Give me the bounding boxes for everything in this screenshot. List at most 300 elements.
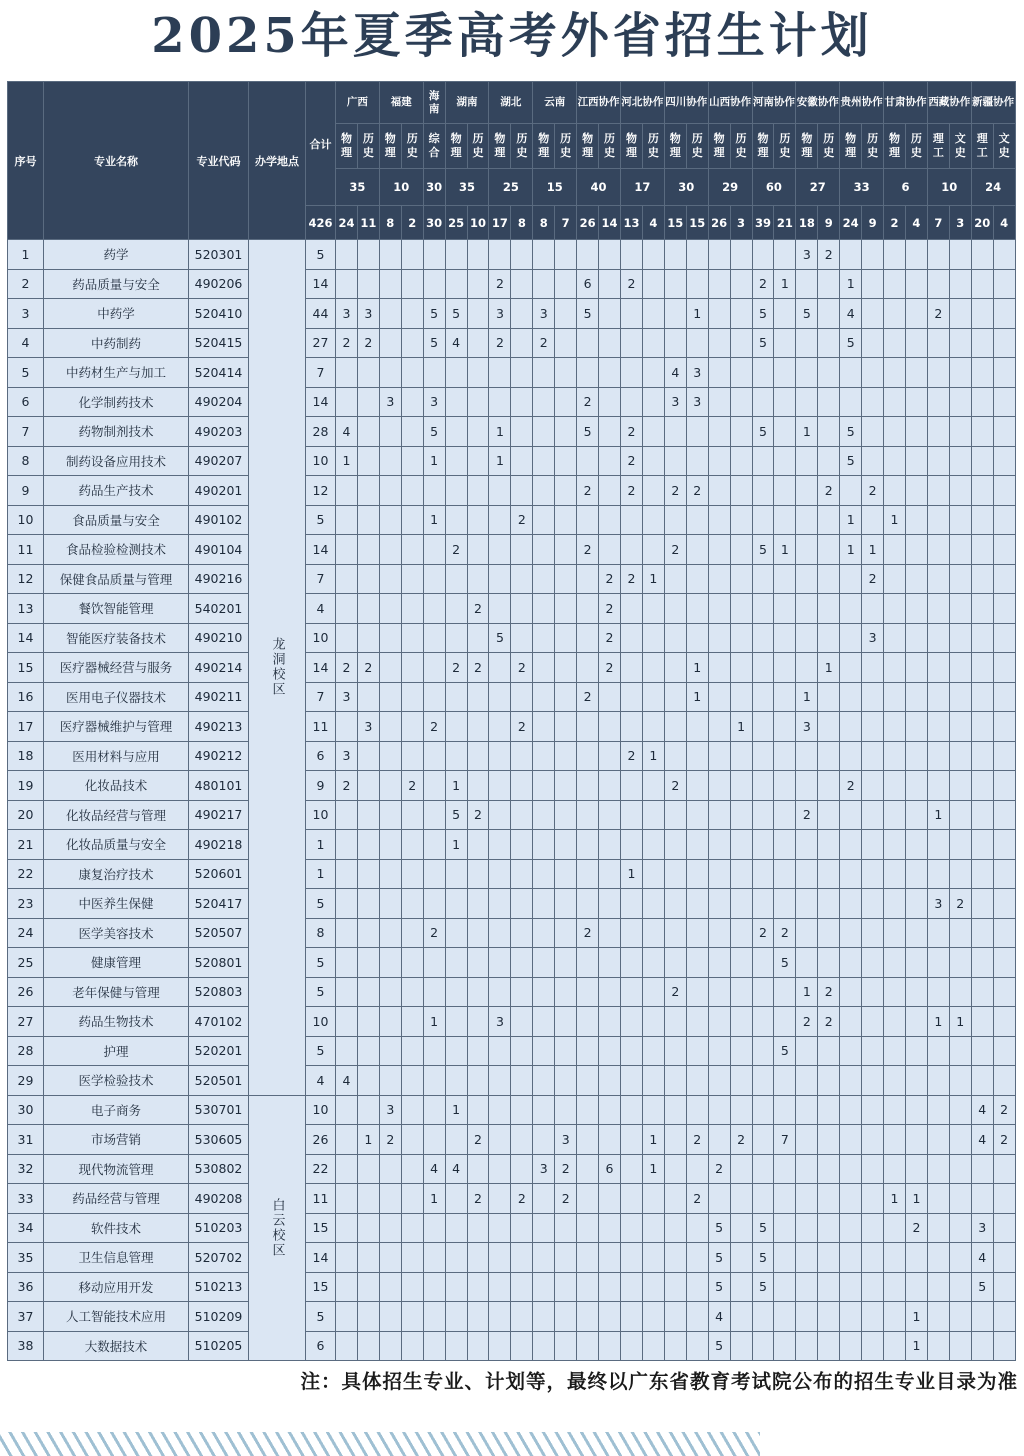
subject-total: 2 xyxy=(401,206,423,240)
quota-cell: 2 xyxy=(379,1125,401,1155)
quota-cell-empty xyxy=(336,1302,358,1332)
quota-cell-empty xyxy=(927,564,949,594)
quota-cell-empty xyxy=(993,1036,1015,1066)
quota-cell-empty xyxy=(993,269,1015,299)
subject-total: 18 xyxy=(796,206,818,240)
quota-cell: 2 xyxy=(664,476,686,506)
quota-cell-empty xyxy=(467,417,489,447)
quota-cell: 2 xyxy=(445,653,467,683)
subject-header: 理工 xyxy=(927,124,949,169)
quota-cell: 1 xyxy=(884,1184,906,1214)
decorative-stripe xyxy=(0,1432,760,1456)
quota-cell-empty xyxy=(971,948,993,978)
row-major-code: 490214 xyxy=(189,653,249,683)
quota-cell-empty xyxy=(818,564,840,594)
quota-cell: 4 xyxy=(445,328,467,358)
quota-cell-empty xyxy=(664,1066,686,1096)
quota-cell-empty xyxy=(445,948,467,978)
grand-total: 426 xyxy=(306,206,336,240)
quota-cell-empty xyxy=(752,889,774,919)
quota-cell-empty xyxy=(401,830,423,860)
quota-cell-empty xyxy=(401,948,423,978)
quota-cell-empty xyxy=(708,476,730,506)
quota-cell-empty xyxy=(708,594,730,624)
quota-cell-empty xyxy=(357,594,379,624)
quota-cell-empty xyxy=(730,623,752,653)
quota-cell-empty xyxy=(774,299,796,329)
row-seq: 36 xyxy=(8,1272,44,1302)
quota-cell-empty xyxy=(664,1184,686,1214)
row-major-code: 490211 xyxy=(189,682,249,712)
quota-cell-empty xyxy=(467,1007,489,1037)
quota-cell-empty xyxy=(905,564,927,594)
quota-cell-empty xyxy=(467,535,489,565)
quota-cell-empty xyxy=(927,712,949,742)
quota-cell: 2 xyxy=(577,476,599,506)
quota-cell-empty xyxy=(708,800,730,830)
quota-cell-empty xyxy=(862,859,884,889)
quota-cell-empty xyxy=(927,977,949,1007)
quota-cell-empty xyxy=(664,446,686,476)
quota-cell-empty xyxy=(949,299,971,329)
quota-cell-empty xyxy=(533,948,555,978)
table-row xyxy=(8,1066,1016,1096)
quota-cell-empty xyxy=(599,800,621,830)
subject-total: 25 xyxy=(445,206,467,240)
quota-cell-empty xyxy=(599,240,621,270)
quota-cell-empty xyxy=(445,269,467,299)
quota-cell: 2 xyxy=(796,800,818,830)
quota-cell-empty xyxy=(489,948,511,978)
quota-cell-empty xyxy=(905,446,927,476)
quota-cell-empty xyxy=(445,1302,467,1332)
quota-cell-empty xyxy=(620,1125,642,1155)
quota-cell-empty xyxy=(840,1095,862,1125)
quota-cell-empty xyxy=(664,741,686,771)
quota-cell-empty xyxy=(730,240,752,270)
subject-header: 历史 xyxy=(599,124,621,169)
quota-cell-empty xyxy=(620,358,642,388)
quota-cell: 3 xyxy=(555,1125,577,1155)
quota-cell-empty xyxy=(336,1243,358,1273)
quota-cell-empty xyxy=(686,948,708,978)
quota-cell-empty xyxy=(905,771,927,801)
quota-cell-empty xyxy=(730,387,752,417)
quota-cell-empty xyxy=(620,830,642,860)
quota-cell: 1 xyxy=(927,1007,949,1037)
quota-cell-empty xyxy=(379,918,401,948)
quota-cell-empty xyxy=(862,977,884,1007)
quota-cell-empty xyxy=(949,387,971,417)
quota-cell-empty xyxy=(927,240,949,270)
quota-cell-empty xyxy=(949,977,971,1007)
quota-cell-empty xyxy=(884,417,906,447)
row-seq: 27 xyxy=(8,1007,44,1037)
quota-cell-empty xyxy=(708,240,730,270)
row-major-code: 510213 xyxy=(189,1272,249,1302)
province-total: 6 xyxy=(884,169,928,206)
subject-total: 10 xyxy=(467,206,489,240)
quota-cell-empty xyxy=(752,1154,774,1184)
quota-cell-empty xyxy=(927,1095,949,1125)
quota-cell: 5 xyxy=(752,417,774,447)
quota-cell: 2 xyxy=(423,712,445,742)
quota-cell-empty xyxy=(379,1066,401,1096)
quota-cell-empty xyxy=(774,682,796,712)
quota-cell-empty xyxy=(357,1184,379,1214)
quota-cell-empty xyxy=(971,800,993,830)
subject-total: 24 xyxy=(336,206,358,240)
quota-cell-empty xyxy=(818,859,840,889)
subject-header: 文史 xyxy=(949,124,971,169)
quota-cell-empty xyxy=(752,1302,774,1332)
quota-cell-empty xyxy=(511,771,533,801)
quota-cell-empty xyxy=(796,446,818,476)
quota-cell: 1 xyxy=(884,505,906,535)
quota-cell-empty xyxy=(664,328,686,358)
table-row xyxy=(8,771,1016,801)
quota-cell-empty xyxy=(620,594,642,624)
quota-cell-empty xyxy=(949,535,971,565)
quota-cell-empty xyxy=(555,623,577,653)
quota-cell-empty xyxy=(577,830,599,860)
quota-cell-empty xyxy=(708,446,730,476)
quota-cell: 1 xyxy=(445,1095,467,1125)
quota-cell-empty xyxy=(971,918,993,948)
quota-cell-empty xyxy=(533,741,555,771)
quota-cell-empty xyxy=(708,741,730,771)
quota-cell-empty xyxy=(599,1184,621,1214)
quota-cell-empty xyxy=(949,476,971,506)
quota-cell-empty xyxy=(730,859,752,889)
quota-cell-empty xyxy=(818,535,840,565)
quota-cell: 3 xyxy=(379,387,401,417)
quota-cell-empty xyxy=(971,1036,993,1066)
quota-cell-empty xyxy=(971,299,993,329)
quota-cell-empty xyxy=(840,1302,862,1332)
quota-cell-empty xyxy=(708,328,730,358)
quota-cell-empty xyxy=(927,328,949,358)
quota-cell: 3 xyxy=(379,1095,401,1125)
quota-cell: 1 xyxy=(730,712,752,742)
quota-cell: 1 xyxy=(927,800,949,830)
quota-cell-empty xyxy=(774,1243,796,1273)
quota-cell-empty xyxy=(840,623,862,653)
quota-cell-empty xyxy=(489,594,511,624)
quota-cell-empty xyxy=(599,358,621,388)
quota-cell: 5 xyxy=(840,328,862,358)
row-major-name: 食品质量与安全 xyxy=(44,505,189,535)
quota-cell: 2 xyxy=(357,653,379,683)
quota-cell-empty xyxy=(971,859,993,889)
row-major-code: 490104 xyxy=(189,535,249,565)
quota-cell: 2 xyxy=(620,476,642,506)
quota-cell-empty xyxy=(577,594,599,624)
quota-cell: 5 xyxy=(577,417,599,447)
quota-cell-empty xyxy=(489,1331,511,1361)
quota-cell-empty xyxy=(971,889,993,919)
quota-cell: 1 xyxy=(840,535,862,565)
quota-cell-empty xyxy=(489,1036,511,1066)
quota-cell-empty xyxy=(467,1243,489,1273)
quota-cell: 2 xyxy=(620,741,642,771)
quota-cell-empty xyxy=(752,358,774,388)
quota-cell-empty xyxy=(642,623,664,653)
quota-cell-empty xyxy=(357,417,379,447)
quota-cell-empty xyxy=(511,1213,533,1243)
quota-cell-empty xyxy=(686,1036,708,1066)
table-row xyxy=(8,712,1016,742)
quota-cell-empty xyxy=(752,859,774,889)
quota-cell-empty xyxy=(445,682,467,712)
quota-cell: 5 xyxy=(708,1331,730,1361)
quota-cell-empty xyxy=(840,358,862,388)
quota-cell-empty xyxy=(620,1213,642,1243)
row-seq: 16 xyxy=(8,682,44,712)
quota-cell-empty xyxy=(818,446,840,476)
quota-cell-empty xyxy=(445,505,467,535)
quota-cell-empty xyxy=(642,387,664,417)
row-seq: 9 xyxy=(8,476,44,506)
quota-cell-empty xyxy=(708,1066,730,1096)
quota-cell-empty xyxy=(927,1272,949,1302)
row-major-code: 490213 xyxy=(189,712,249,742)
quota-cell-empty xyxy=(336,1213,358,1243)
table-row xyxy=(8,918,1016,948)
quota-cell-empty xyxy=(993,1243,1015,1273)
page-title: 2025年夏季高考外省招生计划 xyxy=(151,8,873,64)
quota-cell-empty xyxy=(336,1095,358,1125)
quota-cell: 3 xyxy=(927,889,949,919)
quota-cell-empty xyxy=(533,1331,555,1361)
quota-cell-empty xyxy=(927,771,949,801)
quota-cell-empty xyxy=(336,889,358,919)
quota-cell-empty xyxy=(730,1302,752,1332)
row-total: 10 xyxy=(306,623,336,653)
quota-cell-empty xyxy=(423,830,445,860)
quota-cell-empty xyxy=(862,417,884,447)
quota-cell-empty xyxy=(905,800,927,830)
quota-cell-empty xyxy=(993,564,1015,594)
quota-cell-empty xyxy=(664,240,686,270)
province-total: 33 xyxy=(840,169,884,206)
subject-header: 理工 xyxy=(971,124,993,169)
quota-cell-empty xyxy=(379,1272,401,1302)
quota-cell: 2 xyxy=(664,771,686,801)
quota-cell-empty xyxy=(423,1125,445,1155)
quota-cell-empty xyxy=(357,564,379,594)
quota-cell-empty xyxy=(445,1036,467,1066)
quota-cell-empty xyxy=(840,948,862,978)
row-seq: 37 xyxy=(8,1302,44,1332)
quota-cell-empty xyxy=(379,328,401,358)
quota-cell-empty xyxy=(577,505,599,535)
quota-cell-empty xyxy=(577,1243,599,1273)
quota-cell-empty xyxy=(949,594,971,624)
quota-cell-empty xyxy=(577,889,599,919)
quota-cell-empty xyxy=(379,682,401,712)
quota-cell-empty xyxy=(840,564,862,594)
quota-cell-empty xyxy=(467,387,489,417)
quota-cell-empty xyxy=(730,918,752,948)
quota-cell-empty xyxy=(752,446,774,476)
quota-cell: 2 xyxy=(599,623,621,653)
quota-cell-empty xyxy=(993,358,1015,388)
quota-cell: 3 xyxy=(423,387,445,417)
quota-cell-empty xyxy=(642,1331,664,1361)
quota-cell: 1 xyxy=(489,446,511,476)
province-header: 安徽协作 xyxy=(796,82,840,124)
quota-cell-empty xyxy=(993,653,1015,683)
quota-cell-empty xyxy=(752,1007,774,1037)
quota-cell-empty xyxy=(796,889,818,919)
quota-cell-empty xyxy=(818,1184,840,1214)
table-row xyxy=(8,505,1016,535)
subject-total: 9 xyxy=(862,206,884,240)
quota-cell-empty xyxy=(993,800,1015,830)
quota-cell-empty xyxy=(511,1154,533,1184)
row-major-code: 490216 xyxy=(189,564,249,594)
quota-cell: 4 xyxy=(336,1066,358,1096)
quota-cell-empty xyxy=(555,269,577,299)
province-header: 西藏协作 xyxy=(927,82,971,124)
quota-cell-empty xyxy=(884,594,906,624)
row-total: 10 xyxy=(306,800,336,830)
row-major-code: 520415 xyxy=(189,328,249,358)
quota-cell-empty xyxy=(971,240,993,270)
subject-total: 17 xyxy=(489,206,511,240)
quota-cell-empty xyxy=(708,1125,730,1155)
row-seq: 11 xyxy=(8,535,44,565)
quota-cell: 2 xyxy=(445,535,467,565)
quota-cell-empty xyxy=(533,446,555,476)
quota-cell-empty xyxy=(686,712,708,742)
quota-cell-empty xyxy=(686,1007,708,1037)
quota-cell-empty xyxy=(752,800,774,830)
subject-total: 7 xyxy=(555,206,577,240)
quota-cell-empty xyxy=(730,948,752,978)
quota-cell-empty xyxy=(949,948,971,978)
province-header: 海南 xyxy=(423,82,445,124)
quota-cell-empty xyxy=(620,771,642,801)
quota-cell-empty xyxy=(818,594,840,624)
quota-cell-empty xyxy=(599,948,621,978)
quota-cell-empty xyxy=(949,446,971,476)
quota-cell-empty xyxy=(796,1243,818,1273)
quota-cell: 5 xyxy=(796,299,818,329)
quota-cell-empty xyxy=(599,505,621,535)
quota-cell-empty xyxy=(993,1066,1015,1096)
quota-cell: 2 xyxy=(555,1184,577,1214)
quota-cell-empty xyxy=(818,1302,840,1332)
table-row xyxy=(8,623,1016,653)
quota-cell-empty xyxy=(357,269,379,299)
quota-cell: 5 xyxy=(752,1213,774,1243)
quota-cell-empty xyxy=(708,653,730,683)
row-major-name: 市场营销 xyxy=(44,1125,189,1155)
quota-cell-empty xyxy=(336,1125,358,1155)
quota-cell-empty xyxy=(336,1154,358,1184)
quota-cell-empty xyxy=(642,476,664,506)
row-total: 5 xyxy=(306,889,336,919)
quota-cell-empty xyxy=(796,653,818,683)
quota-cell-empty xyxy=(993,830,1015,860)
quota-cell-empty xyxy=(555,830,577,860)
row-total: 14 xyxy=(306,1243,336,1273)
quota-cell-empty xyxy=(884,387,906,417)
quota-cell-empty xyxy=(511,918,533,948)
quota-cell-empty xyxy=(423,535,445,565)
row-seq: 23 xyxy=(8,889,44,919)
quota-cell-empty xyxy=(862,269,884,299)
quota-cell-empty xyxy=(533,623,555,653)
quota-cell-empty xyxy=(620,682,642,712)
quota-cell-empty xyxy=(708,387,730,417)
quota-cell-empty xyxy=(467,1213,489,1243)
row-major-code: 490208 xyxy=(189,1184,249,1214)
quota-cell-empty xyxy=(599,387,621,417)
quota-cell-empty xyxy=(599,1302,621,1332)
quota-cell: 2 xyxy=(489,328,511,358)
quota-cell-empty xyxy=(401,918,423,948)
quota-cell-empty xyxy=(686,269,708,299)
quota-cell: 2 xyxy=(467,594,489,624)
quota-cell: 2 xyxy=(577,918,599,948)
quota-cell-empty xyxy=(401,505,423,535)
quota-cell-empty xyxy=(752,564,774,594)
province-header: 山西协作 xyxy=(708,82,752,124)
quota-cell-empty xyxy=(730,564,752,594)
quota-cell-empty xyxy=(840,1331,862,1361)
quota-cell-empty xyxy=(993,682,1015,712)
quota-cell-empty xyxy=(664,859,686,889)
quota-cell-empty xyxy=(862,1331,884,1361)
quota-cell-empty xyxy=(336,269,358,299)
quota-cell-empty xyxy=(686,1066,708,1096)
quota-cell-empty xyxy=(423,948,445,978)
province-total: 25 xyxy=(489,169,533,206)
row-seq: 38 xyxy=(8,1331,44,1361)
quota-cell-empty xyxy=(642,918,664,948)
quota-cell: 2 xyxy=(774,918,796,948)
quota-cell-empty xyxy=(708,830,730,860)
row-major-name: 药学 xyxy=(44,240,189,270)
quota-cell-empty xyxy=(686,771,708,801)
quota-cell-empty xyxy=(774,505,796,535)
quota-cell: 1 xyxy=(642,1125,664,1155)
row-seq: 28 xyxy=(8,1036,44,1066)
quota-cell-empty xyxy=(401,889,423,919)
quota-cell-empty xyxy=(379,446,401,476)
quota-cell-empty xyxy=(489,505,511,535)
quota-cell-empty xyxy=(533,1302,555,1332)
quota-cell-empty xyxy=(927,358,949,388)
quota-cell-empty xyxy=(577,1007,599,1037)
row-seq: 21 xyxy=(8,830,44,860)
quota-cell-empty xyxy=(949,1095,971,1125)
row-major-code: 510203 xyxy=(189,1213,249,1243)
quota-cell-empty xyxy=(840,1154,862,1184)
subject-total: 2 xyxy=(884,206,906,240)
quota-cell-empty xyxy=(884,1302,906,1332)
row-total: 8 xyxy=(306,918,336,948)
quota-cell-empty xyxy=(533,387,555,417)
quota-cell-empty xyxy=(423,859,445,889)
quota-cell: 3 xyxy=(336,682,358,712)
quota-cell-empty xyxy=(927,1213,949,1243)
quota-cell-empty xyxy=(489,387,511,417)
quota-cell-empty xyxy=(577,948,599,978)
